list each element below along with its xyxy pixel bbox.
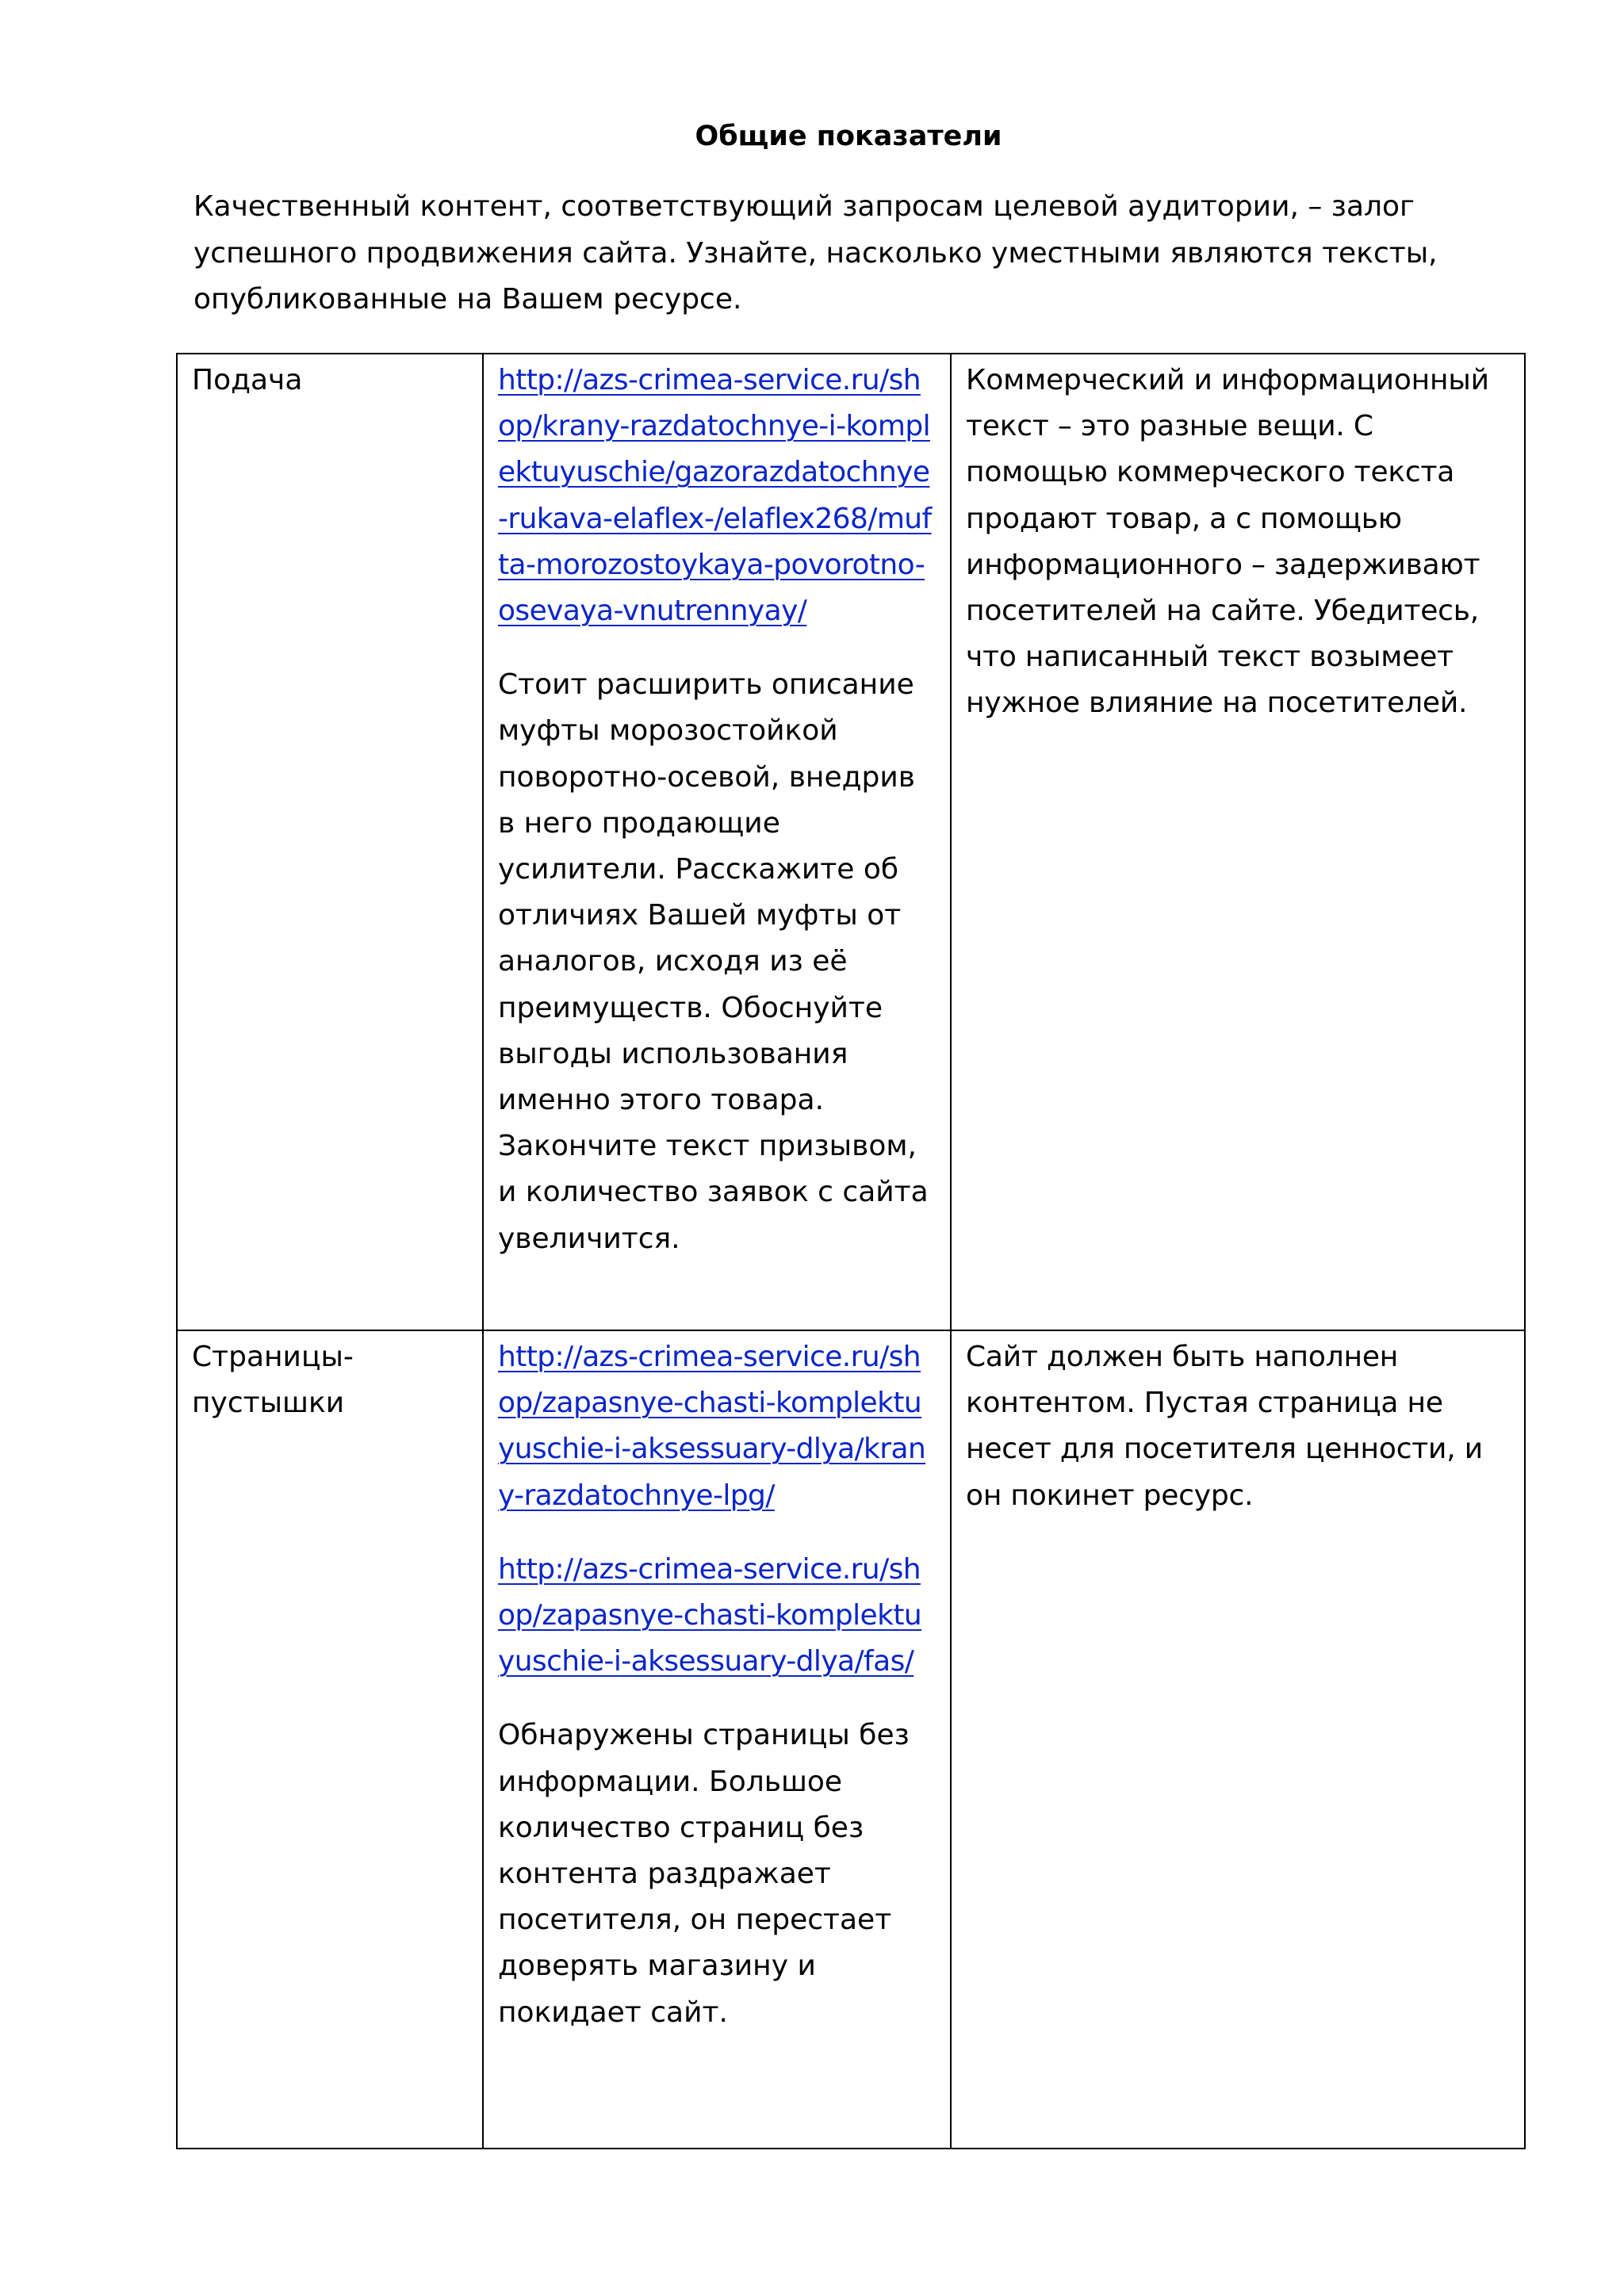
criterion-cell xyxy=(177,1330,483,2149)
page-title: Общие показатели xyxy=(695,121,1002,152)
findings-cell xyxy=(483,1330,951,2149)
intro-paragraph: Качественный контент, соответствующий запросам целевой аудитории, – залог успешного продвижения сайта. Узнайте, насколько уместными являются тексты, опубликованные на Вашем ресурсе. xyxy=(193,190,1438,316)
page-url-link[interactable]: http://azs-crimea-service.ru/shop/zapasnye-chasti-komplektuyuschie-i-aksessuary-dlya/krany-razdatochnye-lpg/ xyxy=(498,1341,926,1512)
criterion-description: Коммерческий и информационный текст – это разные вещи. С помощью коммерческого текста продают товар, а с помощью информационного – задерживают посетителей на сайте. Убедитесь, что написанный текст возымеет нужное влияние на посетителей. xyxy=(966,364,1489,720)
findings-cell xyxy=(483,354,951,1330)
finding-comment: Стоит расширить описание муфты морозостойкой поворотно-осевой, внедрив в него продающие усилители. Расскажите об отличиях Вашей муфты от аналогов, исходя из её преимуществ. Обоснуйте выгоды использования именно этого товара. Закончите текст призывом, и количество заявок с сайта увеличится. xyxy=(498,668,929,1255)
finding-comment: Обнаружены страницы без информации. Большое количество страниц без контента раздражает посетителя, он перестает доверять магазину и покидает сайт. xyxy=(498,1719,910,2029)
description-cell xyxy=(951,354,1525,1330)
page-url-link[interactable]: http://azs-crimea-service.ru/shop/zapasnye-chasti-komplektuyuschie-i-aksessuary-dlya/fas/ xyxy=(498,1552,922,1678)
criterion-cell xyxy=(177,354,483,1330)
criterion-label: Страницы-пустышки xyxy=(192,1341,354,1420)
report-table xyxy=(176,353,1526,2149)
table-row xyxy=(177,354,1525,1330)
description-cell xyxy=(951,1330,1525,2149)
criterion-label: Подача xyxy=(192,364,303,396)
page-url-link[interactable]: http://azs-crimea-service.ru/shop/krany-razdatochnye-i-komplektuyuschie/gazorazdatochnye-rukava-elaflex-/elaflex268/mufta-morozostoykaya-povorotno-osevaya-vnutrennyay/ xyxy=(498,364,932,628)
report-table-wrapper xyxy=(176,353,1526,2149)
table-row xyxy=(177,1330,1525,2149)
criterion-description: Сайт должен быть наполнен контентом. Пустая страница не несет для посетителя ценности, и он покинет ресурс. xyxy=(966,1341,1483,1512)
